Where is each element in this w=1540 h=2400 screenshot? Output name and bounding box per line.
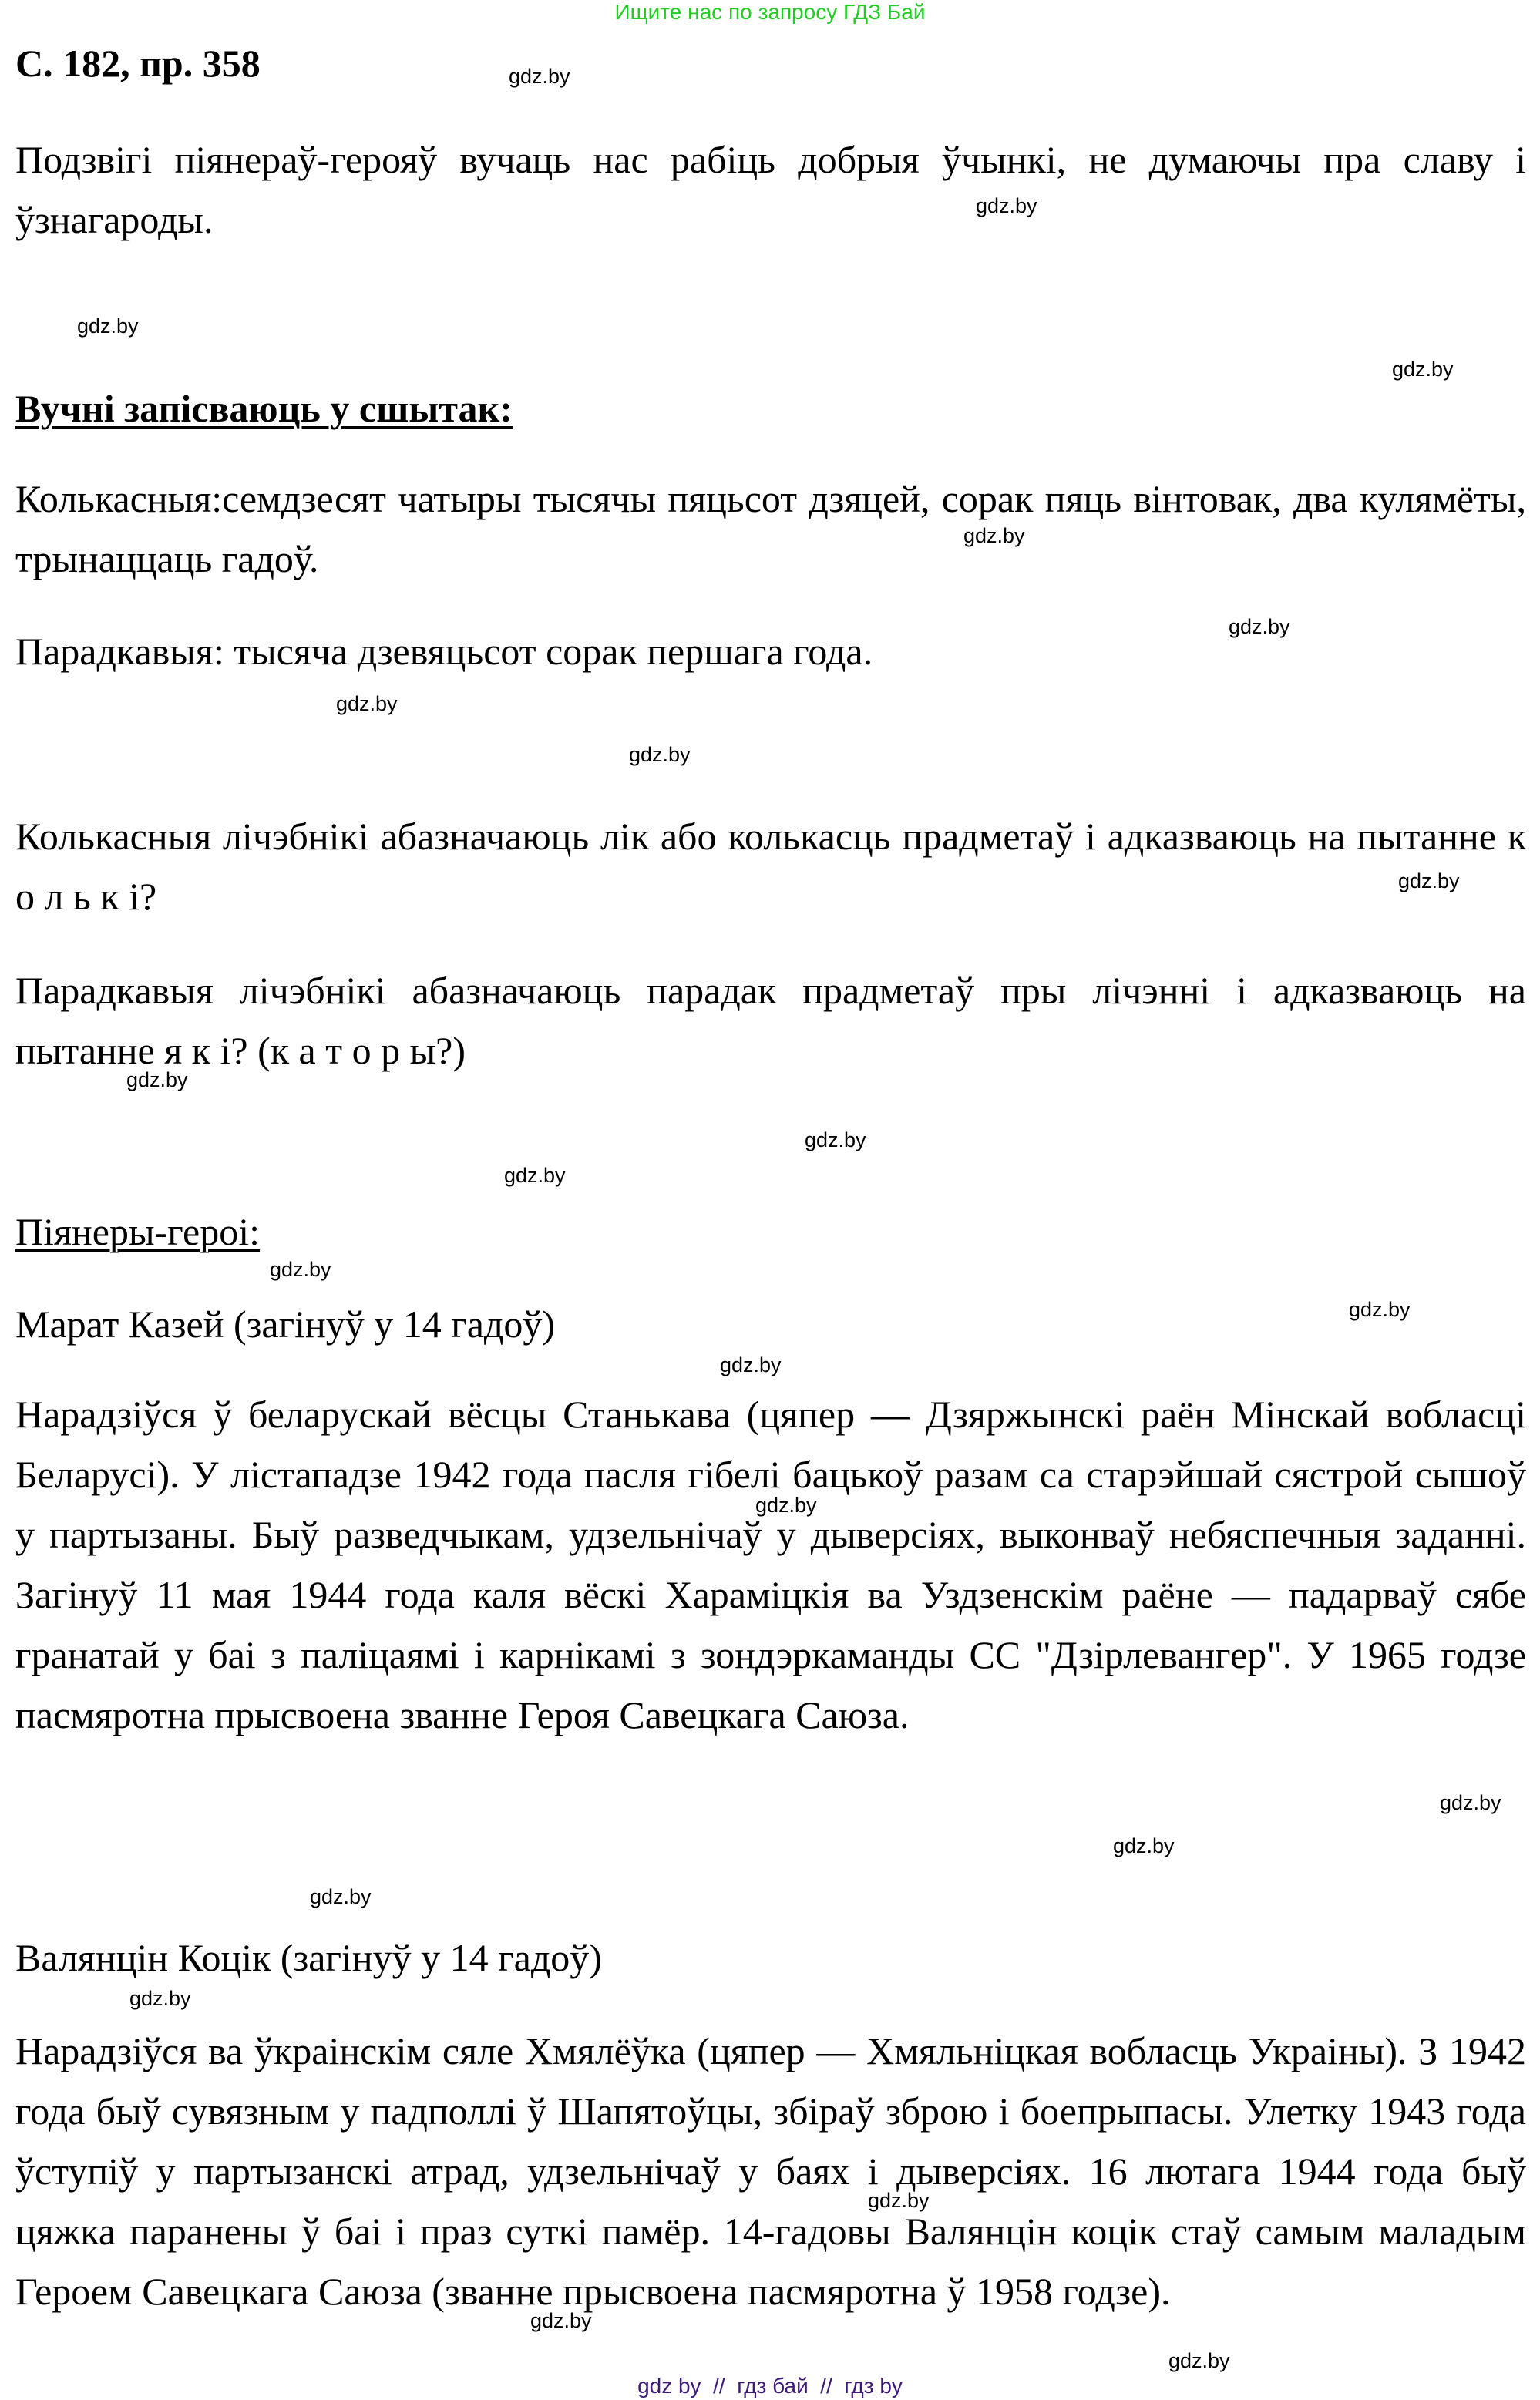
watermark: gdz.by	[720, 1353, 782, 1376]
watermark: gdz.by	[1113, 1834, 1175, 1857]
watermark: gdz.by	[270, 1258, 331, 1281]
watermark: gdz.by	[1349, 1298, 1411, 1321]
hero-name: Валянцін Коцік (загінуў у 14 гадоў)	[15, 1936, 602, 1979]
watermark: gdz.by	[755, 1494, 817, 1517]
ordinal-rule: Парадкавыя лічэбнікі абазначаюць парадак прадметаў пры лічэнні і адказваюць на пытанне я к і? (к а т о р ы?)	[15, 969, 1526, 1072]
notebook-heading: Вучні запісваюць у сшытак:	[15, 387, 513, 430]
hero-bio: Нарадзіўся ў беларускай вёсцы Станькава (цяпер — Дзяржынскі раён Мінскай вобласці Беларусі). У лістападзе 1942 года пасля гібелі бацькоў разам са старэйшай сястрой сышоў у партызаны. Быў разведчыкам, удзельнічаў у дыверсіях, выконваў небяспечныя заданні. Загінуў 11 мая 1944 года каля вёскі Хараміцкія ва Уздзенскім раёне — падарваў сябе гранатай у баі з паліцаямі і карнікамі з зондэркаманды СС "Дзірлевангер". У 1965 годзе пасмяротна прысвоена званне Героя Савецкага Саюза.	[15, 1393, 1526, 1736]
watermark: gdz.by	[1392, 358, 1454, 381]
footer-links[interactable]: gdz by // гдз бай // гдз by	[637, 2374, 903, 2398]
watermark: gdz.by	[336, 692, 398, 715]
hero-bio: Нарадзіўся ва ўкраінскім сяле Хмялёўка (цяпер — Хмяльніцкая вобласць Украіны). З 1942 года быў сувязным у падполлі ў Шапятоўцы, збіраў зброю і боепрыпасы. Улетку 1943 года ўступіў у партызанскі атрад, удзельнічаў у баях і дыверсіях. 16 лютага 1944 года быў цяжка паранены ў баі і праз суткі памёр. 14-гадовы Валянцін коцік стаў самым маладым Героем Савецкага Саюза (званне прысвоена пасмяротна ў 1958 годзе).	[15, 2029, 1526, 2313]
hero-name: Марат Казей (загінуў у 14 гадоў)	[15, 1303, 556, 1346]
watermark: gdz.by	[129, 1987, 191, 2010]
watermark: gdz.by	[77, 314, 139, 338]
watermark: gdz.by	[629, 743, 691, 766]
watermark: gdz.by	[126, 1068, 188, 1091]
watermark: gdz.by	[509, 65, 570, 88]
heroes-heading: Піянеры-героі:	[15, 1210, 261, 1253]
cardinal-rule: Колькасныя лічэбнікі абазначаюць лік або колькасць прадметаў і адказваюць на пытанне к о л ь к і?	[15, 815, 1526, 918]
watermark: gdz.by	[963, 524, 1025, 547]
watermark: gdz.by	[310, 1885, 372, 1908]
intro-paragraph: Подзвігі піянераў-герояў вучаць нас рабіць добрыя ўчынкі, не думаючы пра славу і ўзнагароды.	[15, 138, 1526, 241]
watermark: gdz.by	[1440, 1791, 1501, 1814]
watermark: gdz.by	[1168, 2349, 1230, 2372]
watermark: gdz.by	[1398, 869, 1460, 892]
watermark: gdz.by	[504, 1164, 566, 1187]
cardinal-example: Колькасныя:семдзесят чатыры тысячы пяцьсот дзяцей, сорак пяць вінтовак, два кулямёты, трынаццаць гадоў.	[15, 477, 1526, 580]
watermark: gdz.by	[805, 1128, 866, 1151]
page-title: С. 182, пр. 358	[15, 42, 261, 85]
watermark: gdz.by	[1229, 615, 1290, 638]
watermark: gdz.by	[868, 2189, 930, 2212]
search-hint-link[interactable]: Ищите нас по запросу ГДЗ Бай	[614, 0, 926, 24]
ordinal-example: Парадкавыя: тысяча дзевяцьсот сорак першага года.	[15, 630, 873, 673]
watermark: gdz.by	[530, 2309, 592, 2332]
watermark: gdz.by	[976, 194, 1037, 217]
